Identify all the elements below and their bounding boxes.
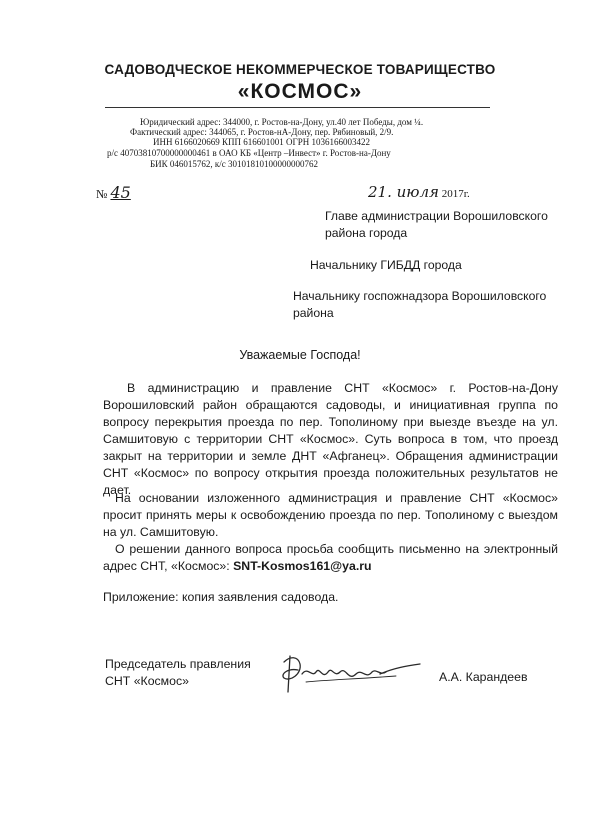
legal-address: Юридический адрес: 344000, г. Ростов-на-Дону, ул.40 лет Победы, дом ¼. [140,117,424,127]
bank-account: р/с 40703810700000000461 в ОАО КБ «Центр –Инвест» г. Ростов-на-Дону [107,148,391,158]
paragraph-reply-request [103,541,558,575]
signer-title-line: СНТ «Космос» [105,674,189,688]
addressee-line: района города [325,226,408,240]
attachment-note: Приложение: копия заявления садовода. [103,590,339,604]
handwritten-date: 21. июля [368,183,439,201]
salutation: Уважаемые Господа! [239,348,361,362]
paragraph-demand: На основании изложенного администрация и правление СНТ «Космос» просит принять меры к освобождению проезда по пер. Тополиному с выездом на ул. Самшитовую. [103,491,558,539]
signer-title-line: Председатель правления [105,657,251,671]
addressee-line: Начальнику госпожнадзора Ворошиловского [293,289,547,303]
date-year: 2017г. [441,188,470,200]
letterhead-divider [105,107,490,108]
addressee-line: Начальнику ГИБДД города [310,258,462,272]
handwritten-number: 45 [110,183,131,202]
addressee-traffic-police [310,257,462,274]
signer-title [105,656,251,690]
org-name-heading: «КОСМОС» [237,80,363,103]
reference-number [96,183,131,202]
paragraph-request: В администрацию и правление СНТ «Космос» г. Ростов-на-Дону Ворошиловский район обращаются садоводы, и инициативная группа по вопросу перекрытия проезда по пер. Тополиному при выезде въезде на ул. Самшитовую с территории СНТ «Космос». Суть вопроса в том, что проезд закрыт на территории и земле ДНТ «Афганец». Обращения администрации СНТ «Космос» по вопросу открытия проезда положительных результатов не дает. [103,381,558,497]
org-type-heading: САДОВОДЧЕСКОЕ НЕКОММЕРЧЕСКОЕ ТОВАРИЩЕСТВО [104,62,496,77]
actual-address: Фактический адрес: 344065, г. Ростов-нА-Дону, пер. Рябиновый, 2/9. [130,127,394,137]
tax-ids: ИНН 6166020669 КПП 616601001 ОГРН 1036166003422 [153,137,370,147]
addressee-admin [325,208,548,242]
number-prefix: № [96,187,108,201]
addressee-line: района [293,306,334,320]
reply-request-text: О решении данного вопроса просьба сообщить письменно на электронный адрес СНТ, «Космос»: [103,542,558,573]
email-address: SNT-Kosmos161@ya.ru [233,559,372,573]
handwritten-signature [276,652,426,697]
addressee-line: Главе администрации Ворошиловского [325,209,548,223]
addressee-fire-inspection [293,288,546,322]
signer-name: А.А. Карандеев [439,670,528,684]
reference-date [368,183,470,201]
bank-bik: БИК 046015762, к/с 30101810100000000762 [150,159,319,169]
